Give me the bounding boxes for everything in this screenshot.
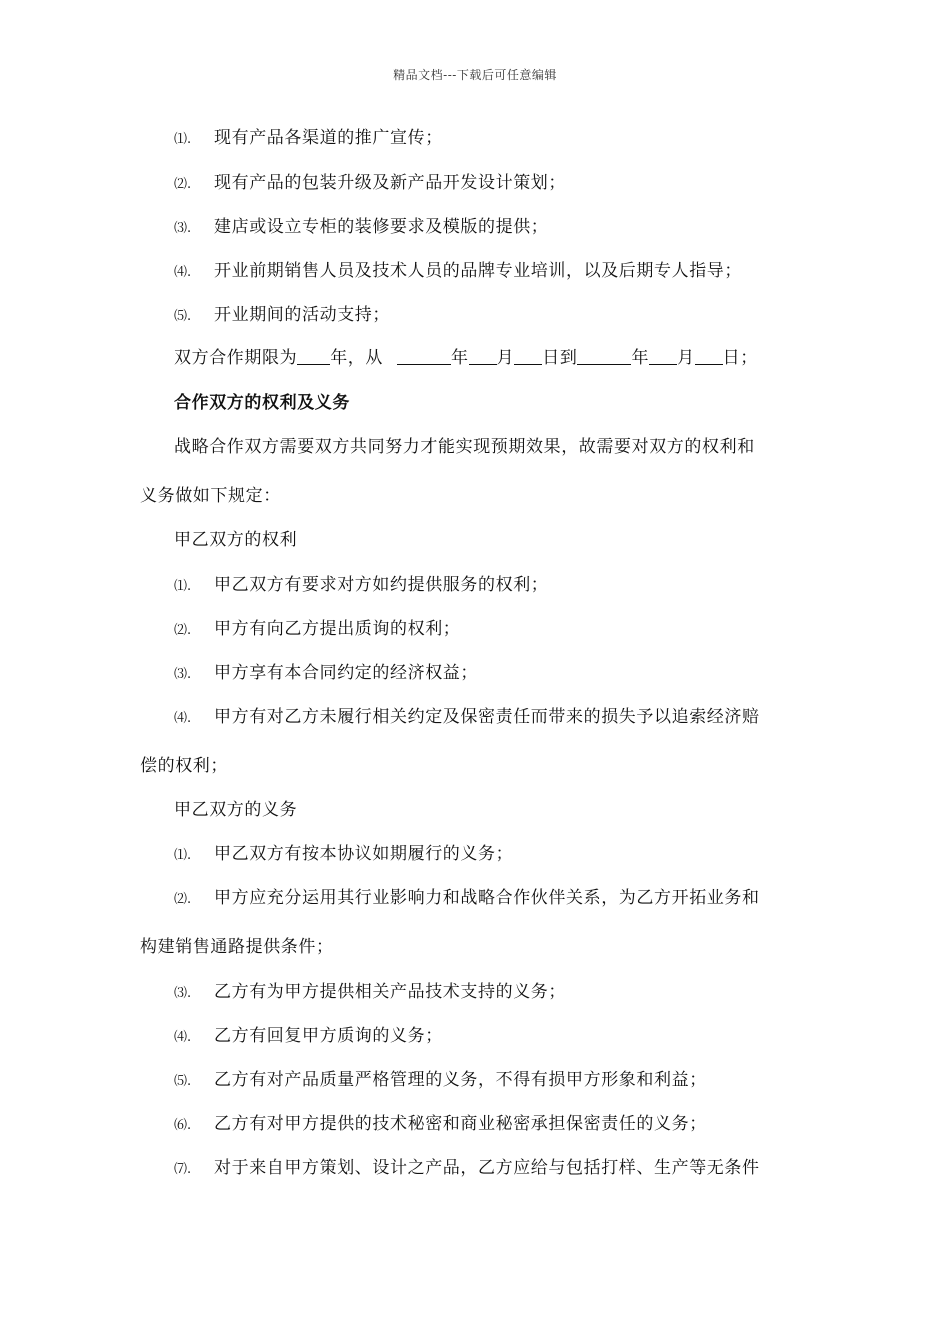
term-year: 年，从: [330, 348, 384, 368]
intro-line-2: 义务做如下规定：: [140, 486, 281, 506]
item-text: 甲乙双方有按本协议如期履行的义务；: [214, 844, 514, 864]
list-item: [174, 617, 460, 643]
item-number: ⑵.: [174, 623, 192, 638]
cooperation-term: [174, 346, 758, 370]
item-text: 乙方有为甲方提供相关产品技术支持的义务；: [214, 982, 566, 1002]
item-text: 现有产品各渠道的推广宣传；: [214, 128, 443, 148]
term-prefix: 双方合作期限为: [174, 348, 298, 368]
item-number: ⑴.: [174, 848, 192, 863]
item-number: ⑹.: [174, 1118, 192, 1133]
blank-start-year: [397, 346, 451, 365]
item-text: 甲方应充分运用其行业影响力和战略合作伙伴关系，为乙方开拓业务和: [214, 888, 760, 908]
list-item: [174, 215, 548, 241]
item-text: 甲乙双方有要求对方如约提供服务的权利；: [214, 575, 549, 595]
list-item: [174, 171, 566, 197]
duties-heading: 甲乙双方的义务: [174, 800, 298, 820]
blank-start-month: [469, 346, 497, 365]
term-start-month: 月: [496, 348, 515, 368]
list-item: [174, 1156, 760, 1182]
page-header: 精品文档---下载后可任意编辑: [393, 68, 557, 82]
item-text: 乙方有回复甲方质询的义务；: [214, 1026, 443, 1046]
item-text: 甲方享有本合同约定的经济权益；: [214, 663, 478, 683]
item-number: ⑵.: [174, 177, 192, 192]
item-text: 乙方有对产品质量严格管理的义务，不得有损甲方形象和利益；: [214, 1070, 707, 1090]
list-item-continuation: 偿的权利；: [140, 756, 228, 776]
item-text: 开业前期销售人员及技术人员的品牌专业培训，以及后期专人指导；: [214, 261, 742, 281]
item-number: ⑷.: [174, 265, 192, 280]
item-number: ⑴.: [174, 579, 192, 594]
item-text: 乙方有对甲方提供的技术秘密和商业秘密承担保密责任的义务；: [214, 1114, 707, 1134]
list-item: [174, 1024, 443, 1050]
item-number: ⑺.: [174, 1162, 192, 1177]
term-end-month: 月: [677, 348, 695, 368]
item-number: ⑷.: [174, 1030, 192, 1045]
item-number: ⑶.: [174, 667, 192, 682]
list-item: [174, 705, 760, 731]
blank-end-year: [577, 346, 631, 365]
list-item: [174, 259, 742, 285]
item-text: 开业期间的活动支持；: [214, 305, 390, 325]
blank-end-day: [695, 346, 723, 365]
list-item-continuation: 构建销售通路提供条件；: [140, 937, 334, 957]
list-item: [174, 842, 513, 868]
blank-start-day: [514, 346, 542, 365]
list-item: [174, 1068, 707, 1094]
intro-line-1: 战略合作双方需要双方共同努力才能实现预期效果，故需要对双方的权利和: [174, 437, 755, 457]
item-number: ⑶.: [174, 986, 192, 1001]
list-item: [174, 303, 390, 329]
list-item: [174, 1112, 707, 1138]
item-text: 甲方有对乙方未履行相关约定及保密责任而带来的损失予以追索经济赔: [214, 707, 760, 727]
item-text: 建店或设立专柜的装修要求及模版的提供；: [214, 217, 549, 237]
blank-years: [297, 346, 330, 365]
item-text: 现有产品的包装升级及新产品开发设计策划；: [214, 173, 566, 193]
term-start-year: 年: [451, 348, 469, 368]
term-end-day: 日；: [722, 348, 758, 368]
list-item: [174, 886, 760, 912]
term-start-day: 日到: [542, 348, 578, 368]
blank-end-month: [649, 346, 677, 365]
rights-heading: 甲乙双方的权利: [174, 530, 298, 550]
item-text: 甲方有向乙方提出质询的权利；: [214, 619, 461, 639]
list-item: [174, 980, 566, 1006]
term-end-year: 年: [631, 348, 650, 368]
item-number: ⑸.: [174, 309, 192, 324]
item-number: ⑴.: [174, 132, 192, 147]
list-item: [174, 126, 443, 152]
item-text: 对于来自甲方策划、设计之产品，乙方应给与包括打样、生产等无条件: [214, 1158, 760, 1178]
list-item: [174, 573, 548, 599]
item-number: ⑷.: [174, 711, 192, 726]
item-number: ⑵.: [174, 892, 192, 907]
item-number: ⑶.: [174, 221, 192, 236]
list-item: [174, 661, 478, 687]
section-title: 合作双方的权利及义务: [174, 393, 350, 413]
item-number: ⑸.: [174, 1074, 192, 1089]
